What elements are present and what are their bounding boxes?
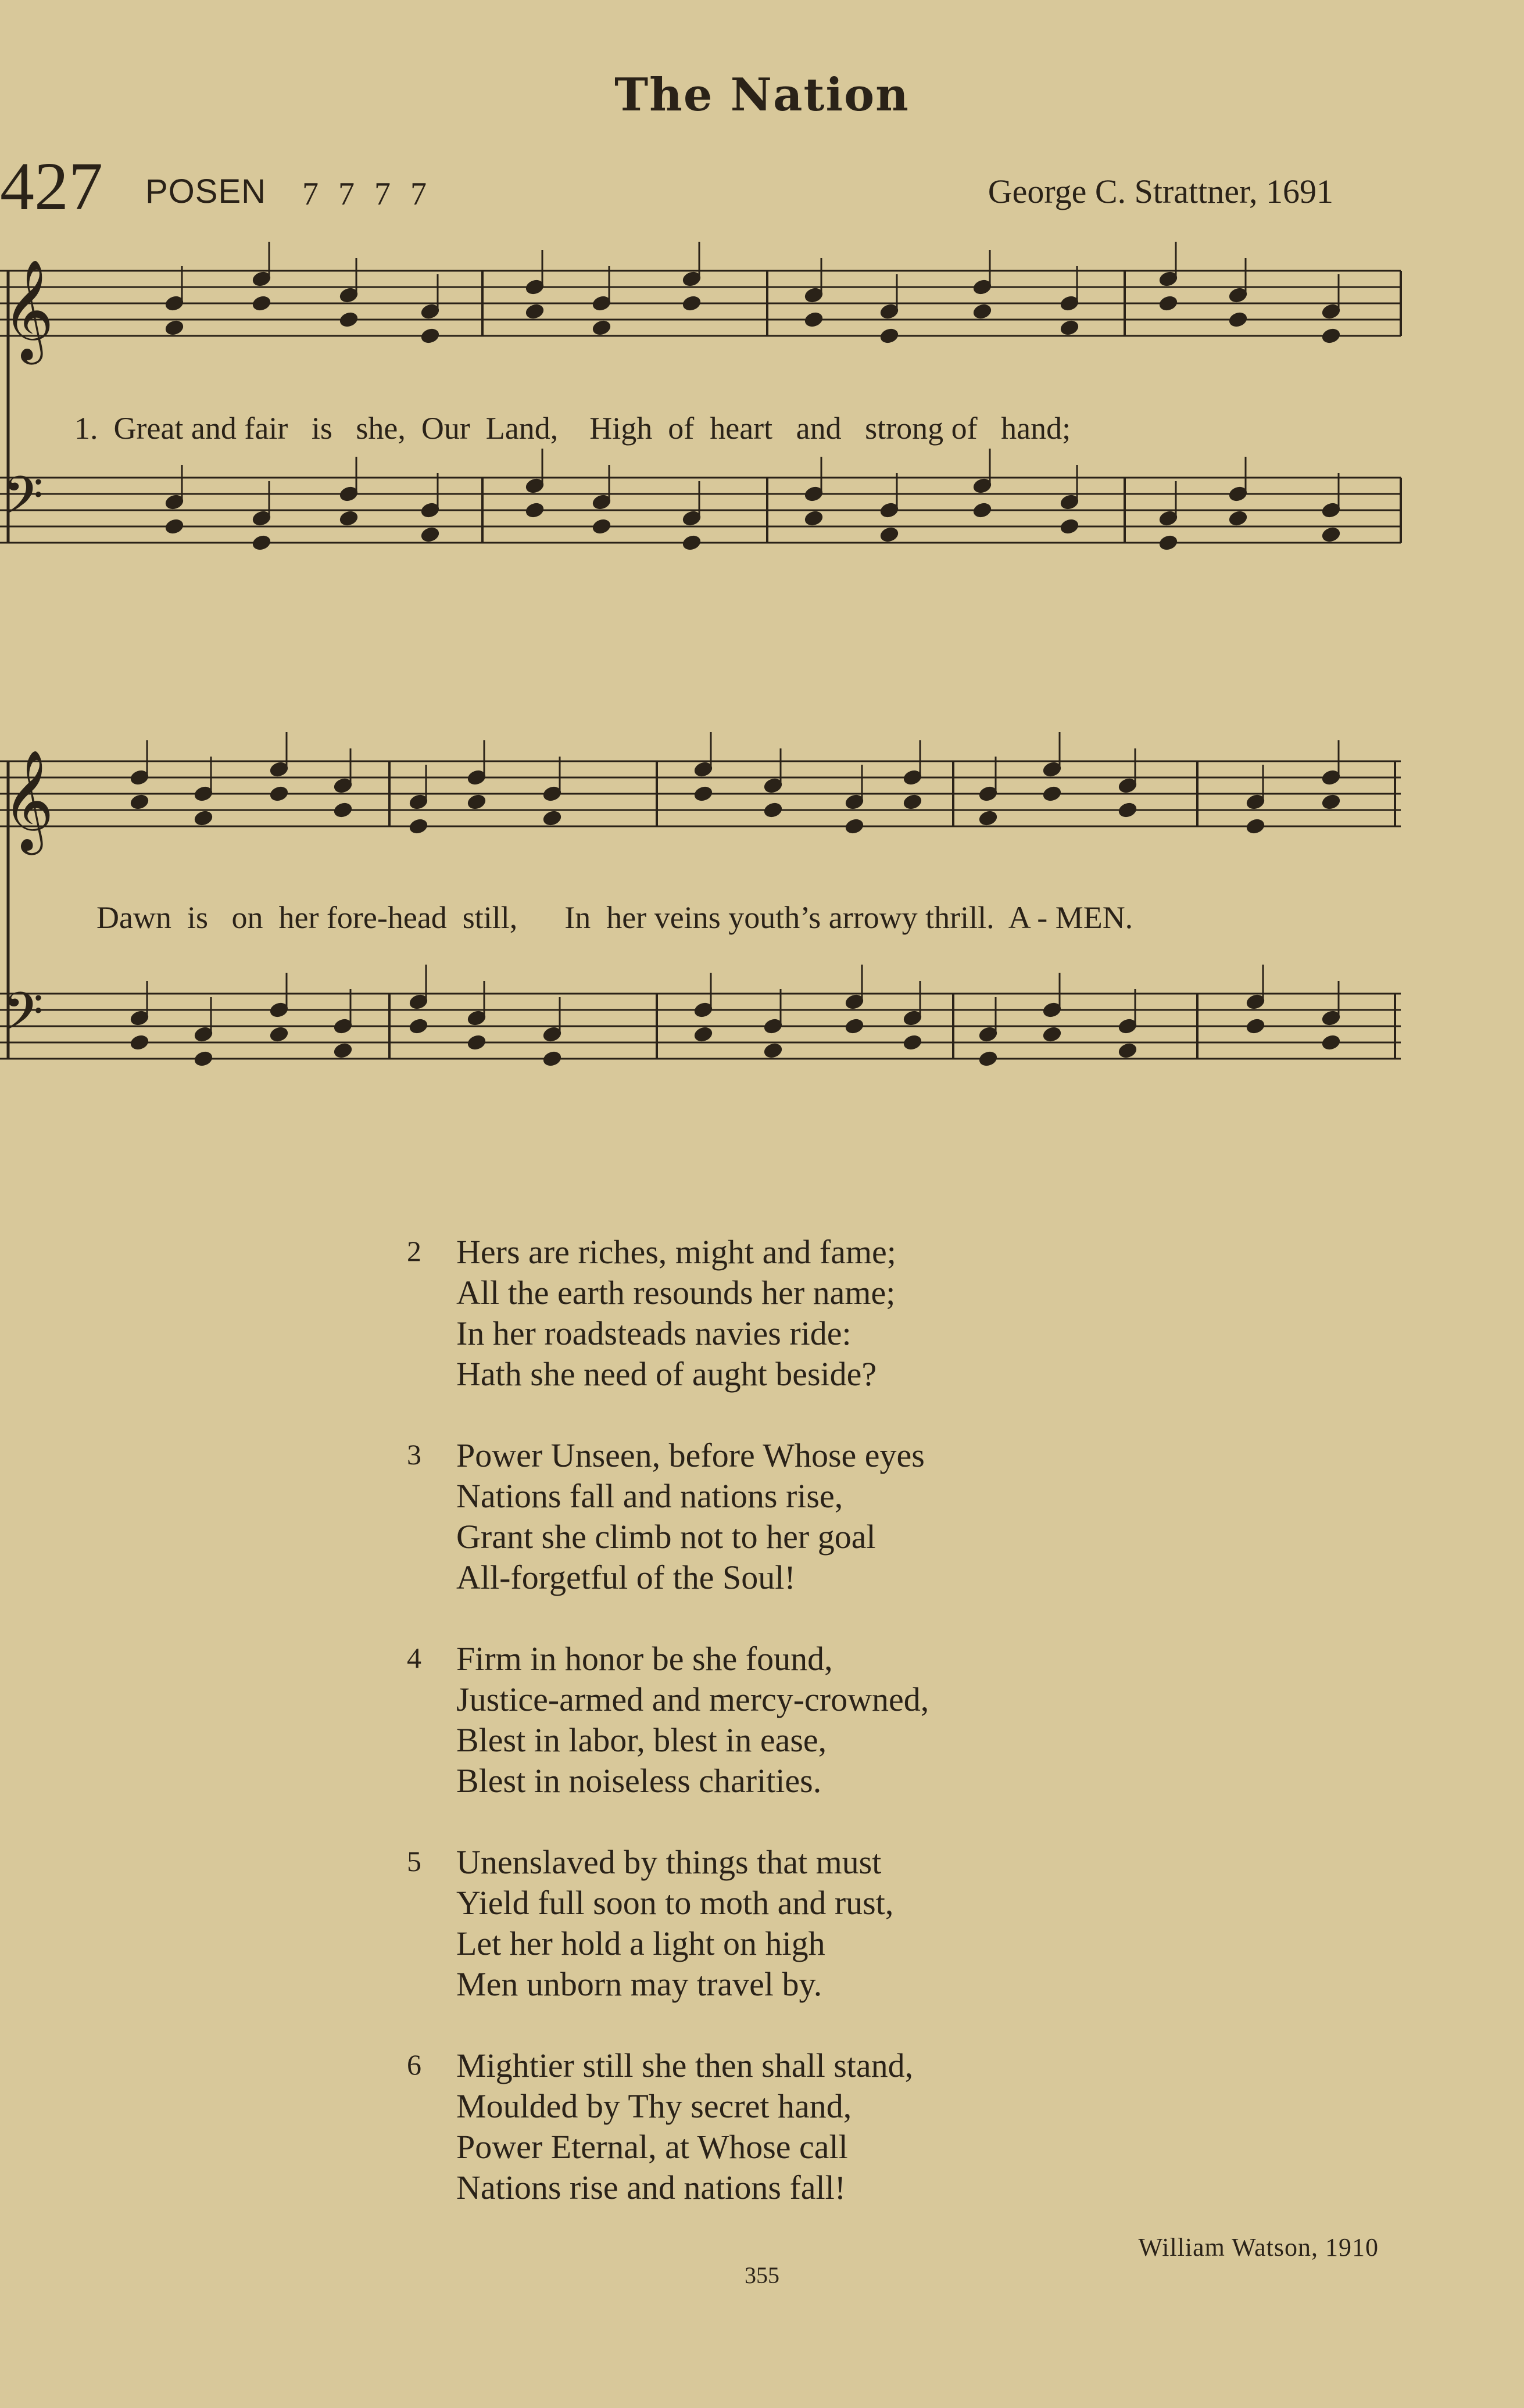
note-head xyxy=(591,518,612,536)
note-head xyxy=(591,319,612,337)
note-head xyxy=(408,1017,429,1035)
stanza xyxy=(407,1639,929,1801)
note-head xyxy=(681,295,702,313)
note-head xyxy=(129,793,150,811)
stanza-line: Men unborn may travel by. xyxy=(456,1965,822,2003)
note-head xyxy=(466,1034,487,1052)
stanza-line: Hers are riches, might and fame; xyxy=(456,1233,896,1271)
note-head xyxy=(803,510,824,528)
composer: George C. Strattner, 1691 xyxy=(988,173,1333,210)
note-head xyxy=(844,818,865,836)
verse-1-lyrics-line-2: Dawn is on her fore-head still, In her veins youth’s arrowy thrill. A - MEN. xyxy=(96,900,1133,935)
note-head xyxy=(1321,327,1341,345)
stanza-line: Firm in honor be she found, xyxy=(456,1640,833,1678)
note-head xyxy=(1228,311,1248,329)
stanzas xyxy=(407,1232,929,2249)
note-head xyxy=(193,1050,214,1068)
note-head xyxy=(524,303,545,321)
note-head xyxy=(1228,510,1248,528)
note-head xyxy=(338,311,359,329)
stanza-line: Let her hold a light on high xyxy=(456,1925,825,1962)
note-head xyxy=(408,818,429,836)
note-head xyxy=(978,1050,999,1068)
note-head xyxy=(164,518,185,536)
note-head xyxy=(1117,801,1138,819)
note-head xyxy=(763,1042,784,1060)
stanza-line: Blest in labor, blest in ease, xyxy=(456,1721,827,1759)
note-head xyxy=(164,319,185,337)
treble-clef-icon: 𝄞 xyxy=(2,259,54,360)
note-head xyxy=(420,327,441,345)
note-head xyxy=(972,303,993,321)
stanza-number: 5 xyxy=(407,1845,421,1877)
note-head xyxy=(542,1050,563,1068)
stanza-line: Blest in noiseless charities. xyxy=(456,1762,822,1800)
section-title: The Nation xyxy=(614,69,910,121)
text-author: William Watson, 1910 xyxy=(1138,2233,1379,2262)
note-head xyxy=(466,793,487,811)
stanza-line: Power Unseen, before Whose eyes xyxy=(456,1436,925,1474)
stanza xyxy=(407,2045,929,2208)
stanza-line: Justice-armed and mercy-crowned, xyxy=(456,1680,929,1718)
note-head xyxy=(332,801,353,819)
bass-clef-icon: 𝄢 xyxy=(2,465,44,539)
stanza-line: Unenslaved by things that must xyxy=(456,1843,882,1881)
stanza-line: Mightier still she then shall stand, xyxy=(456,2047,914,2084)
note-head xyxy=(1042,785,1062,803)
meter: 7 7 7 7 xyxy=(302,176,432,212)
note-head xyxy=(1245,818,1266,836)
note-head xyxy=(251,534,272,552)
stanza-line: In her roadsteads navies ride: xyxy=(456,1314,852,1352)
stanza-line: All the earth resounds her name; xyxy=(456,1274,896,1311)
note-head xyxy=(524,501,545,519)
stanza-number: 3 xyxy=(407,1438,421,1471)
note-head xyxy=(972,501,993,519)
stanza-number: 6 xyxy=(407,2048,421,2081)
note-head xyxy=(1158,534,1179,552)
treble-clef-icon: 𝄞 xyxy=(2,750,54,851)
stanza-line: Power Eternal, at Whose call xyxy=(456,2128,848,2166)
note-head xyxy=(1321,793,1341,811)
stanza-line: Hath she need of aught beside? xyxy=(456,1355,877,1393)
note-head xyxy=(193,809,214,827)
note-head xyxy=(902,793,923,811)
stanza-line: All-forgetful of the Soul! xyxy=(456,1558,796,1596)
note-head xyxy=(1059,319,1080,337)
note-head xyxy=(129,1034,150,1052)
stanza-line: Nations rise and nations fall! xyxy=(456,2169,846,2206)
note-head xyxy=(902,1034,923,1052)
note-head xyxy=(978,809,999,827)
note-head xyxy=(1117,1042,1138,1060)
bass-clef-icon: 𝄢 xyxy=(2,981,44,1055)
stanza-line: Nations fall and nations rise, xyxy=(456,1477,843,1515)
stanza-line: Yield full soon to moth and rust, xyxy=(456,1884,894,1922)
note-head xyxy=(1059,518,1080,536)
note-head xyxy=(251,295,272,313)
note-head xyxy=(879,327,900,345)
stanza xyxy=(407,1435,929,1598)
note-head xyxy=(269,785,289,803)
note-head xyxy=(693,785,714,803)
stanza xyxy=(407,1842,929,2005)
note-head xyxy=(763,801,784,819)
note-head xyxy=(1321,526,1341,544)
stanza xyxy=(407,1232,929,1395)
hymn-number: 427 xyxy=(0,148,103,224)
stanza-number: 2 xyxy=(407,1235,421,1267)
note-head xyxy=(681,534,702,552)
verse-1-lyrics-line-1: 1. Great and fair is she, Our Land, High of heart and strong of hand; xyxy=(74,411,1071,446)
tune-name: POSEN xyxy=(145,173,267,210)
note-head xyxy=(542,809,563,827)
note-head xyxy=(803,311,824,329)
note-head xyxy=(1245,1017,1266,1035)
note-head xyxy=(1158,295,1179,313)
stanza-line: Moulded by Thy secret hand, xyxy=(456,2087,852,2125)
note-head xyxy=(1042,1026,1062,1044)
note-head xyxy=(693,1026,714,1044)
note-head xyxy=(332,1042,353,1060)
stanza-line: Grant she climb not to her goal xyxy=(456,1518,876,1556)
note-head xyxy=(879,526,900,544)
note-head xyxy=(420,526,441,544)
page-number: 355 xyxy=(745,2262,779,2288)
note-head xyxy=(844,1017,865,1035)
note-head xyxy=(269,1026,289,1044)
note-head xyxy=(338,510,359,528)
note-head xyxy=(1321,1034,1341,1052)
stanza-number: 4 xyxy=(407,1642,421,1674)
